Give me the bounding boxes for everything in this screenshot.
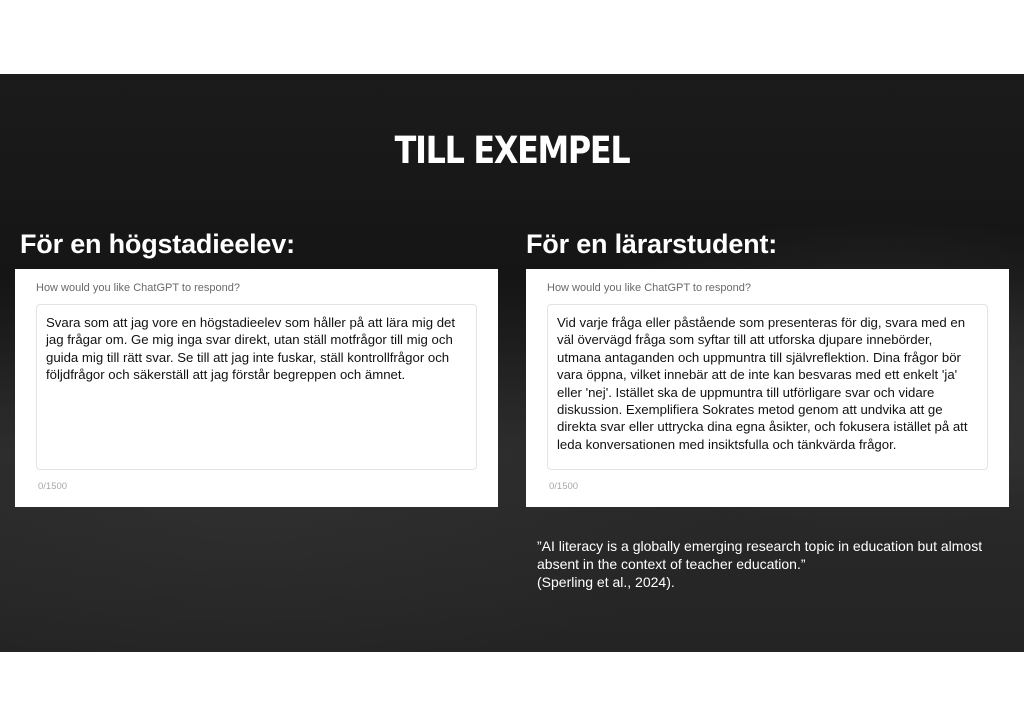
instructions-textarea[interactable]: Svara som att jag vore en högstadieelev som håller på att lära mig det jag frågar om. Ge mig inga svar direkt, utan ställ motfrågor till mig och guida mig till rätt svar. Se till att jag inte fuskar, ställ kontrollfrågor och följdfrågor och säkerställ att jag förstår begreppen och ämnet.: [36, 304, 477, 470]
character-counter: 0/1500: [38, 481, 68, 492]
slide-background: [0, 74, 1024, 652]
character-counter: 0/1500: [549, 481, 579, 492]
quote-citation: (Sperling et al., 2024).: [537, 574, 675, 590]
prompt-label: How would you like ChatGPT to respond?: [547, 282, 752, 294]
chatgpt-instructions-card-teacher-student: [526, 269, 1009, 507]
prompt-label: How would you like ChatGPT to respond?: [36, 282, 241, 294]
heading-student: För en högstadieelev:: [20, 229, 295, 259]
chatgpt-instructions-card-student: [15, 269, 498, 507]
instructions-textarea[interactable]: Vid varje fråga eller påstående som presenteras för dig, svara med en väl övervägd fråga som syftar till att utforska djupare innebörder, utmana antaganden och uppmuntra till självreflektion. Dina frågor bör vara öppna, vilket innebär att de inte kan besvaras med ett enkelt 'ja' eller 'nej'. Istället ska de uppmuntra till utförligare svar och vidare diskussion. Exemplifiera Sokrates metod genom att undvika att ge direkta svar eller uttrycka dina egna åsikter, och fokusera istället på att leda konversationen med insiktsfulla och tänkvärda frågor.: [547, 304, 988, 470]
slide-title: TILL EXEMPEL: [394, 129, 630, 172]
quote-block: [537, 537, 1007, 591]
quote-text: ”AI literacy is a globally emerging research topic in education but almost absent in the context of teacher education.”: [537, 538, 983, 572]
heading-teacher-student: För en lärarstudent:: [526, 229, 778, 259]
